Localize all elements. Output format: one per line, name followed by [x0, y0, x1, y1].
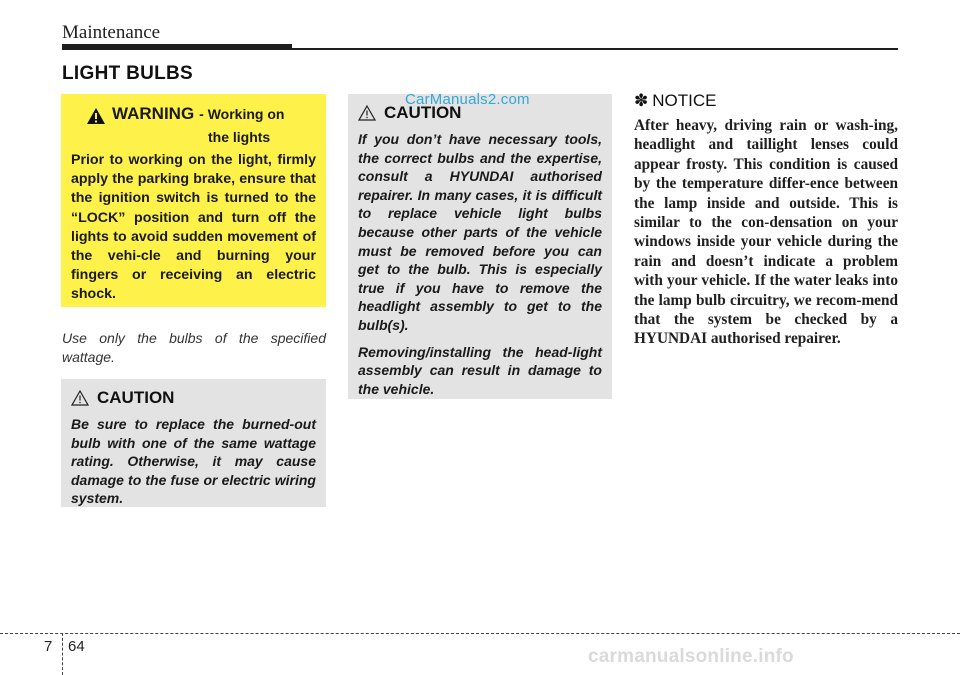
caution-heading	[71, 387, 316, 409]
warning-subtitle: - Working on	[199, 106, 285, 122]
warning-box	[61, 94, 326, 307]
notice-word: NOTICE	[652, 91, 717, 110]
warning-triangle-icon	[86, 107, 106, 125]
site-watermark: carmanualsonline.info	[588, 646, 794, 667]
caution-body	[358, 130, 602, 398]
caution-word: CAUTION	[384, 103, 462, 122]
caution-box-bulb-rating	[61, 379, 326, 507]
footer-divider	[62, 633, 63, 675]
notice-asterisk-icon: ✽	[634, 91, 649, 110]
warning-word: WARNING	[112, 104, 195, 123]
warning-heading	[71, 104, 316, 125]
caution-body	[71, 415, 316, 508]
caution-paragraph: Be sure to replace the burned-out bulb with one of the same wattage rating. Otherwise, it may cause damage to the fuse or electric wiring system.	[71, 416, 316, 507]
notice-heading	[634, 91, 716, 111]
chapter-number: 7	[44, 638, 53, 655]
caution-triangle-icon	[71, 390, 89, 406]
caution-paragraph-2: Removing/installing the head-light assembly can result in damage to the vehicle.	[358, 343, 602, 397]
warning-body: Prior to working on the light, firmly apply the parking brake, ensure that the ignition switch is turned to the “LOCK” position and turn off the lights to avoid sudden movement of the vehi-cle and burning your fingers or receiving an electric shock.	[71, 152, 316, 303]
footer-rule	[0, 633, 960, 634]
notice-body: After heavy, driving rain or wash-ing, headlight and taillight lenses could appear frosty. This condition is caused by the temperature differ-ence between the lamp inside and outside. This is similar to the con-densation on your windows inside your vehicle during the rain and doesn’t indicate a problem with your vehicle. If the water leaks into the lamp bulb circuitry, we recom-mend that the system be checked by a HYUNDAI authorised repairer.	[634, 117, 898, 348]
watermark-link[interactable]: CarManuals2.com	[405, 91, 530, 108]
caution-word: CAUTION	[97, 388, 175, 407]
wattage-note: Use only the bulbs of the specified wattage.	[62, 330, 326, 365]
caution-triangle-icon	[358, 105, 376, 121]
page-number: 64	[68, 638, 85, 655]
warning-subtitle-line2: the lights	[208, 129, 271, 145]
section-label: Maintenance	[62, 22, 161, 43]
caution-box-tools	[348, 94, 612, 399]
page-title: LIGHT BULBS	[62, 63, 194, 84]
caution-paragraph-1: If you don’t have necessary tools, the correct bulbs and the expertise, consult a HYUNDAI authorised repairer. In many cases, it is difficult to replace vehicle light bulbs because other parts of the vehicle must be removed before you can get to the bulb. This is especially true if you have to remove the headlight assembly to get to the bulb(s).	[358, 131, 602, 333]
header-rule	[62, 48, 898, 50]
